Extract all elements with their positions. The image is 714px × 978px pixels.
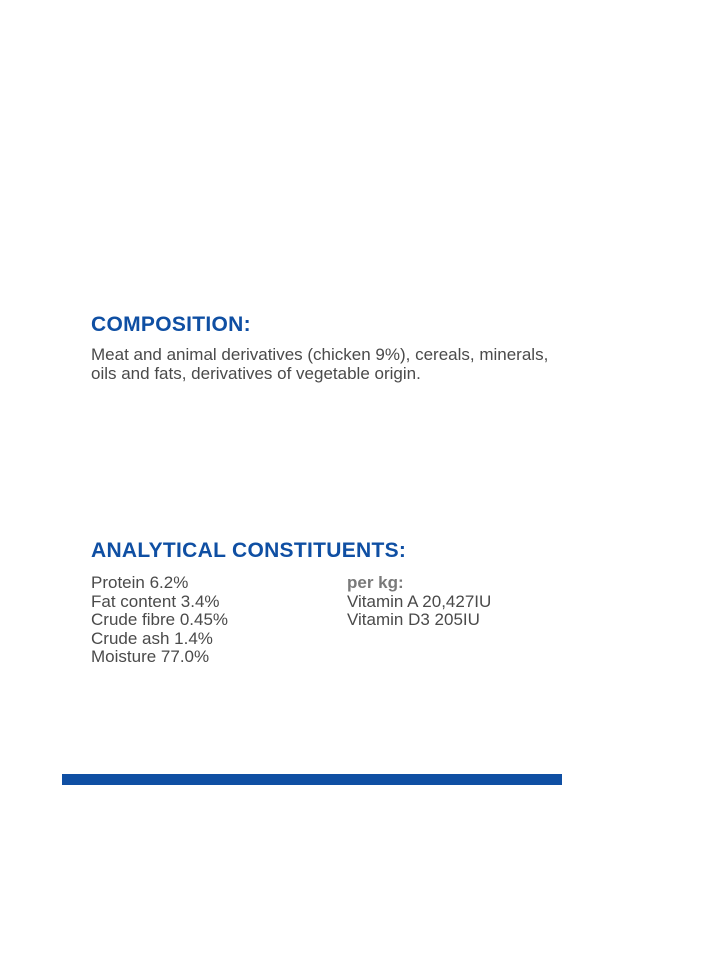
constituent-protein: Protein 6.2% (91, 573, 189, 592)
composition-text: Meat and animal derivatives (chicken 9%), cereals, minerals, oils and fats, derivatives of vegetable origin. (91, 345, 549, 383)
vitamin-d3: Vitamin D3 205IU (347, 610, 480, 629)
constituent-moisture: Moisture 77.0% (91, 647, 210, 666)
per-kg-heading: per kg: (347, 573, 404, 592)
vitamin-a: Vitamin A 20,427IU (347, 591, 492, 611)
constituents-list (91, 574, 228, 667)
constituent-crude-fibre: Crude fibre 0.45% (91, 610, 229, 629)
per-kg-list (347, 593, 491, 630)
footer-divider-bar (62, 774, 562, 785)
constituent-crude-ash: Crude ash 1.4% (91, 628, 213, 648)
constituent-fat-content: Fat content 3.4% (91, 591, 220, 611)
analytical-constituents-title: ANALYTICAL CONSTITUENTS: (91, 539, 407, 562)
composition-title: COMPOSITION: (91, 313, 251, 336)
per-kg-block (347, 574, 491, 630)
